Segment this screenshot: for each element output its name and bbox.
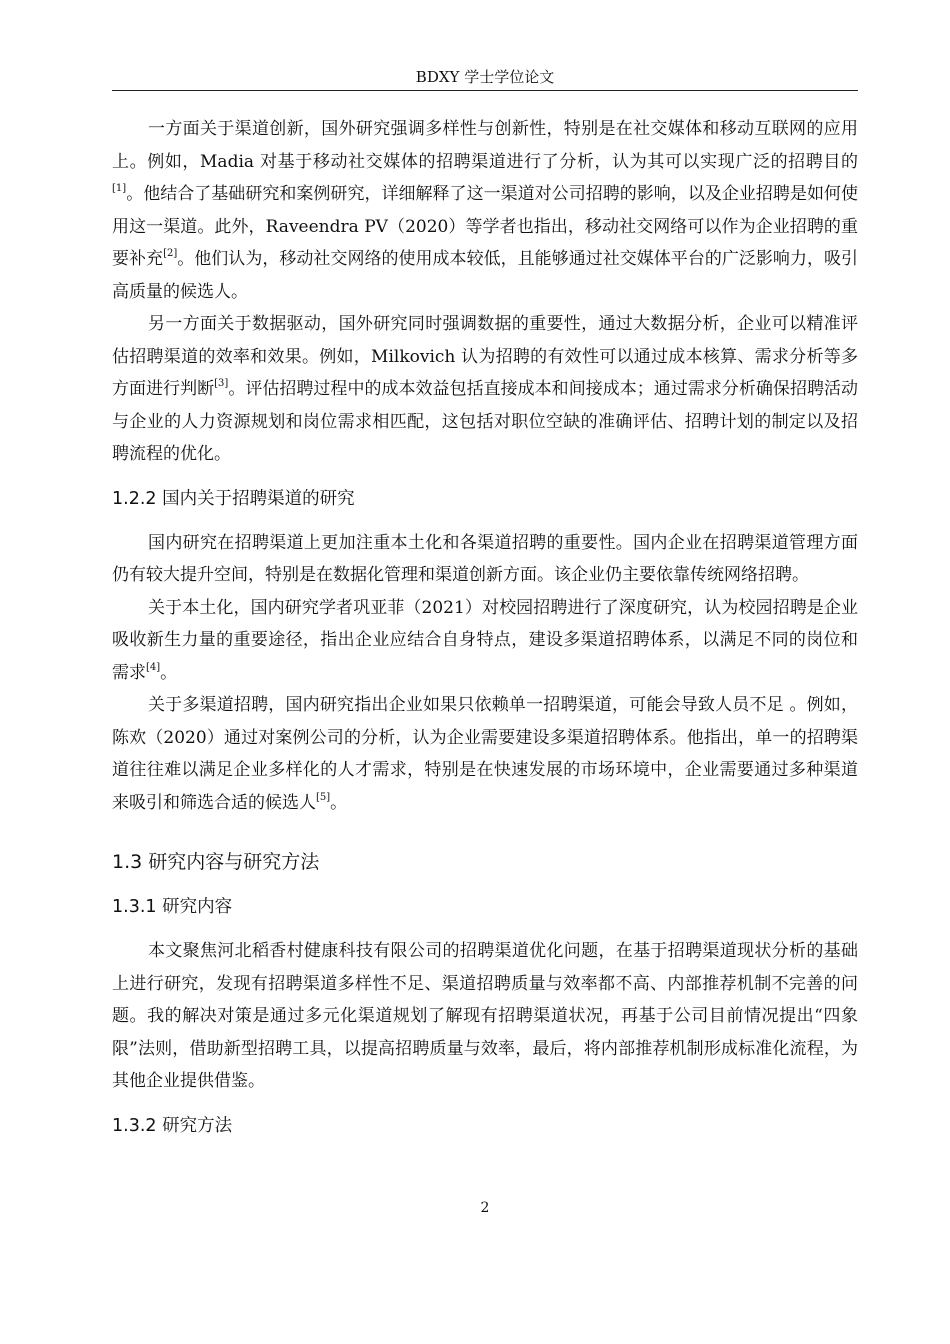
page-body xyxy=(112,113,858,1142)
page-number: 2 xyxy=(480,1200,490,1216)
citation-1[interactable]: [1] xyxy=(112,183,127,195)
citation-5[interactable]: [5] xyxy=(316,791,331,803)
header-rule xyxy=(112,90,858,91)
running-header: BDXY 学士学位论文 xyxy=(415,68,555,86)
subsection-heading-1-3-2: 1.3.2 研究方法 xyxy=(112,1115,233,1136)
subsection-heading-1-3-1: 1.3.1 研究内容 xyxy=(112,897,233,917)
section-heading-1-3: 1.3 研究内容与研究方法 xyxy=(112,851,320,873)
paragraph-research-content: 本文聚焦河北稻香村健康科技有限公司的招聘渠道优化问题，在基于招聘渠道现状分析的基础上进行研究，发现有招聘渠道多样性不足、渠道招聘质量与效率都不高、内部推荐机制不完善的问题。我的解决对策是通过多元化渠道规划了解现有招聘渠道状况，再基于公司目前情况提出“四象限”法则，借助新型招聘工具，以提高招聘质量与效率，最后，将内部推荐机制形成标准化流程，为其他企业提供借鉴。 xyxy=(112,941,858,1091)
paragraph-domestic-multichannel: 关于多渠道招聘，国内研究指出企业如果只依赖单一招聘渠道，可能会导致人员不足 。例如，陈欢（2020）通过对案例公司的分析，认为企业需要建设多渠道招聘体系。他指出，单一的招聘渠道往往难以满足企业多样化的人才需求，特别是在快速发展的市场环境中，企业需要通过多种渠道来吸引和筛选合适的候选人[5]。 xyxy=(112,695,858,813)
paragraph-foreign-channel-innovation: 一方面关于渠道创新，国外研究强调多样性与创新性，特别是在社交媒体和移动互联网的应用上。例如，Madia 对基于移动社交媒体的招聘渠道进行了分析，认为其可以实现广泛的招聘目的[1]。他结合了基础研究和案例研究，详细解释了这一渠道对公司招聘的影响，以及企业招聘是如何使用这一渠道。此外，Raveendra PV（2020）等学者也指出，移动社交网络可以作为企业招聘的重要补充[2]。他们认为，移动社交网络的使用成本较低，且能够通过社交媒体平台的广泛影响力，吸引高质量的候选人。 xyxy=(112,119,859,302)
paragraph-domestic-localization: 关于本土化，国内研究学者巩亚菲（2021）对校园招聘进行了深度研究，认为校园招聘是企业吸收新生力量的重要途径，指出企业应结合自身特点，建设多渠道招聘体系，以满足不同的岗位和需求[4]。 xyxy=(112,597,858,683)
citation-2[interactable]: [2] xyxy=(163,248,178,260)
citation-3[interactable]: [3] xyxy=(214,378,229,390)
subsection-heading-1-2-2: 1.2.2 国内关于招聘渠道的研究 xyxy=(112,488,355,509)
citation-4[interactable]: [4] xyxy=(146,661,161,673)
paragraph-domestic-overview: 国内研究在招聘渠道上更加注重本土化和各渠道招聘的重要性。国内企业在招聘渠道管理方面仍有较大提升空间，特别是在数据化管理和渠道创新方面。该企业仍主要依靠传统网络招聘。 xyxy=(112,532,858,585)
paragraph-foreign-data-driven: 另一方面关于数据驱动，国外研究同时强调数据的重要性，通过大数据分析，企业可以精准评估招聘渠道的效率和效果。例如，Milkovich 认为招聘的有效性可以通过成本核算、需求分析等多方面进行判断[3]。评估招聘过程中的成本效益包括直接成本和间接成本；通过需求分析确保招聘活动与企业的人力资源规划和岗位需求相匹配，这包括对职位空缺的准确评估、招聘计划的制定以及招聘流程的优化。 xyxy=(112,314,859,464)
